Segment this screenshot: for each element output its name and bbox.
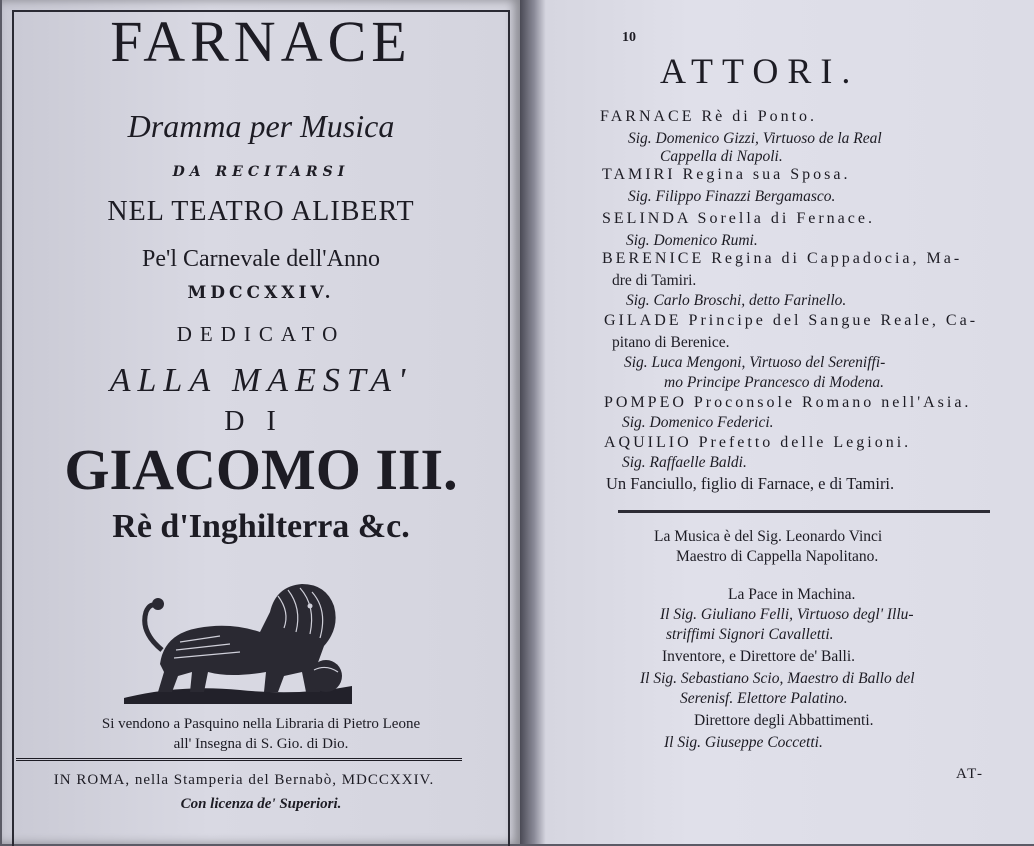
cast-line: SELINDA Sorella di Fernace.: [602, 210, 875, 227]
cast-line: dre di Tamiri.: [612, 272, 697, 289]
credit-line: Il Sig. Giuliano Felli, Virtuoso degl' Illu-: [660, 606, 914, 623]
cast-line: Un Fanciullo, figlio di Farnace, e di Tamiri.: [606, 474, 895, 493]
musica-line-1: La Musica è del Sig. Leonardo Vinci: [654, 528, 883, 545]
divider-rule: [618, 510, 990, 513]
year-line: MDCCXXIV.: [187, 283, 335, 303]
title-page: [2, 0, 520, 844]
credit-line: Inventore, e Direttore de' Balli.: [662, 648, 856, 665]
cast-line: Sig. Domenico Federici.: [622, 414, 774, 431]
cast-line: Cappella di Napoli.: [660, 148, 783, 165]
teatro-line: NEL TEATRO ALIBERT: [107, 196, 415, 227]
cast-line: TAMIRI Regina sua Sposa.: [602, 166, 851, 183]
cast-line: pitano di Berenice.: [612, 334, 730, 351]
cast-line: POMPEO Proconsole Romano nell'Asia.: [604, 394, 972, 411]
book-gutter: [520, 0, 546, 844]
vendono-line-1: Si vendono a Pasquino nella Libraria di Pietro Leone: [101, 716, 421, 732]
dedicato-line: DEDICATO: [176, 322, 346, 346]
credit-line: La Pace in Machina.: [728, 586, 856, 603]
credit-line: Serenisf. Elettore Palatino.: [680, 690, 848, 707]
maesta-line: ALLA MAESTA': [109, 362, 413, 399]
cast-line: GILADE Principe del Sangue Reale, Ca-: [604, 312, 979, 329]
credit-line: striffimi Signori Cavalletti.: [666, 626, 834, 643]
licenza-line: Con licenza de' Superiori.: [180, 796, 342, 812]
cast-line: BERENICE Regina di Cappadocia, Ma-: [602, 250, 963, 267]
giacomo-line: GIACOMO III.: [64, 437, 458, 502]
re-line: Rè d'Inghilterra &c.: [112, 508, 410, 545]
page-title: FARNACE: [110, 9, 412, 74]
cast-line: Sig. Carlo Broschi, detto Farinello.: [626, 292, 847, 309]
cast-line: Sig. Domenico Gizzi, Virtuoso de la Real: [628, 130, 882, 147]
imprint-line: IN ROMA, nella Stamperia del Bernabò, MDCCXXIV.: [53, 772, 435, 788]
musica-line-2: Maestro di Cappella Napolitano.: [676, 548, 879, 565]
da-recitarsi-line: DA RECITARSI: [172, 164, 350, 180]
credit-line: Il Sig. Sebastiano Scio, Maestro di Ballo del: [640, 670, 915, 687]
lion-emblem-icon: [120, 572, 356, 708]
cast-line: mo Principe Prancesco di Modena.: [664, 374, 884, 391]
credit-line: Il Sig. Giuseppe Coccetti.: [664, 734, 823, 751]
vendono-line-2: all' Insegna di S. Gio. di Dio.: [173, 736, 349, 752]
cast-line: Sig. Filippo Finazzi Bergamasco.: [628, 188, 836, 205]
page-number: 10: [622, 30, 636, 45]
cast-line: Sig. Raffaelle Baldi.: [622, 454, 747, 471]
cast-heading: ATTORI.: [660, 51, 860, 91]
cast-line: AQUILIO Prefetto delle Legioni.: [604, 434, 912, 451]
divider-rule: [16, 758, 462, 761]
cast-line: Sig. Luca Mengoni, Virtuoso del Sereniffi-: [624, 354, 886, 371]
cast-line: FARNACE Rè di Ponto.: [600, 108, 818, 125]
di-line: DI: [224, 406, 298, 437]
catchword: AT-: [956, 766, 984, 782]
carnevale-line: Pe'l Carnevale dell'Anno: [142, 246, 380, 272]
cast-line: Sig. Domenico Rumi.: [626, 232, 758, 249]
credit-line: Direttore degli Abbattimenti.: [694, 712, 874, 729]
subtitle: Dramma per Musica: [127, 108, 395, 144]
